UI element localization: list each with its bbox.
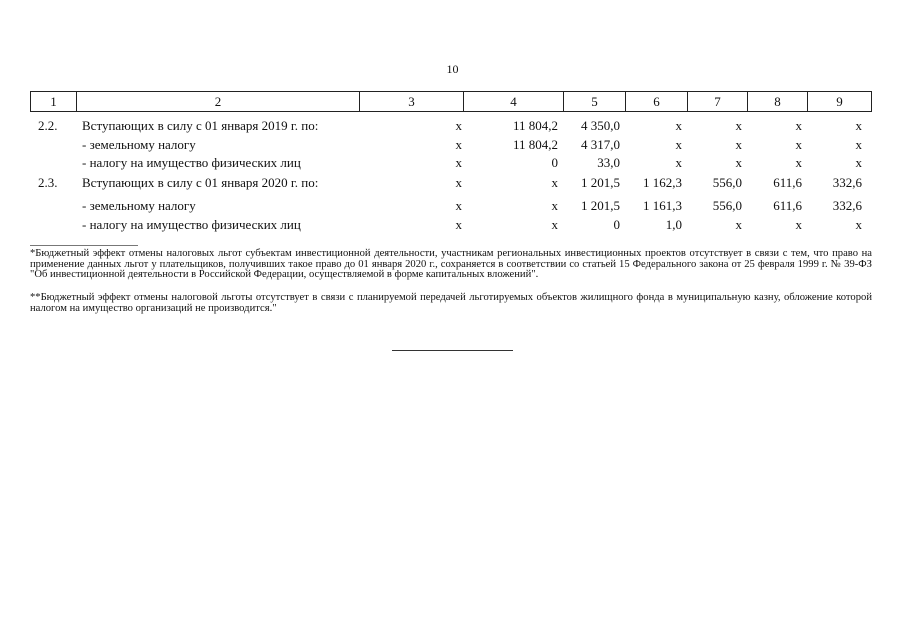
cell-col-5: 4 317,0 <box>581 137 620 152</box>
cell-col-6: 1 161,3 <box>643 198 682 213</box>
row-label: - налогу на имущество физических лиц <box>82 217 301 232</box>
row-number: 2.3. <box>38 175 58 190</box>
cell-col-9: x <box>855 155 862 170</box>
cell-col-8: x <box>795 118 802 133</box>
row-label: - земельному налогу <box>82 198 196 213</box>
cell-col-8: 611,6 <box>773 175 802 190</box>
cell-col-9: 332,6 <box>832 175 862 190</box>
cell-col-9: x <box>855 118 862 133</box>
cell-col-4: 0 <box>551 155 558 170</box>
cell-col-3: x <box>455 217 462 232</box>
cell-col-7: x <box>735 217 742 232</box>
end-rule <box>392 350 513 351</box>
cell-col-9: 332,6 <box>832 198 862 213</box>
cell-col-4: x <box>551 217 558 232</box>
header-col-9: 9 <box>836 93 843 109</box>
cell-col-6: 1 162,3 <box>643 175 682 190</box>
cell-col-6: x <box>675 155 682 170</box>
cell-col-8: 611,6 <box>773 198 802 213</box>
footnote-2: **Бюджетный эффект отмены налоговой льготы отсутствует в связи с планируемой передачей льготируемых объектов жилищного фонда в муниципальную казну, обложение которой налогом на имущество организаций не производится." <box>30 292 872 314</box>
cell-col-4: x <box>551 175 558 190</box>
table-row <box>30 153 872 172</box>
header-col-1: 1 <box>31 92 77 111</box>
header-col-6: 6 <box>626 92 688 111</box>
cell-col-4: x <box>551 198 558 213</box>
cell-col-4: 11 804,2 <box>512 137 558 152</box>
cell-col-5: 33,0 <box>597 155 620 170</box>
table-header-row <box>30 91 872 112</box>
cell-col-3: x <box>455 175 462 190</box>
cell-col-7: 556,0 <box>712 198 742 213</box>
cell-col-5: 1 201,5 <box>581 198 620 213</box>
cell-col-9: x <box>855 217 862 232</box>
row-label: - земельному налогу <box>82 137 196 152</box>
page-number: 10 <box>446 62 459 76</box>
cell-col-3: x <box>455 198 462 213</box>
cell-col-3: x <box>455 155 462 170</box>
cell-col-8: x <box>795 217 802 232</box>
cell-col-7: x <box>735 155 742 170</box>
cell-col-4: 11 804,2 <box>512 118 558 133</box>
cell-col-6: x <box>675 137 682 152</box>
cell-col-7: x <box>735 137 742 152</box>
header-col-7: 7 <box>688 92 748 111</box>
row-label: Вступающих в силу с 01 января 2020 г. по: <box>82 175 319 190</box>
header-col-2: 2 <box>77 92 360 111</box>
cell-col-5: 4 350,0 <box>581 118 620 133</box>
table-row <box>30 215 872 234</box>
cell-col-7: x <box>735 118 742 133</box>
table-row <box>30 116 872 135</box>
cell-col-8: x <box>795 155 802 170</box>
row-label: Вступающих в силу с 01 января 2019 г. по: <box>82 118 319 133</box>
header-col-3: 3 <box>360 92 464 111</box>
cell-col-6: 1,0 <box>665 217 682 232</box>
header-col-5: 5 <box>564 92 626 111</box>
cell-col-8: x <box>795 137 802 152</box>
row-number: 2.2. <box>38 118 58 133</box>
cell-col-9: x <box>855 137 862 152</box>
footnote-1: *Бюджетный эффект отмены налоговых льгот субъектам инвестиционной деятельности, участникам региональных инвестиционных проектов отсутствует в связи с тем, что право на применение данных льгот у плательщиков, получивших такое право до 01 января 2020 г., сохраняется в соответствии со статьей 15 Федерального закона от 25 февраля 1999 г. № 39-ФЗ "Об инвестиционной деятельности в Российской Федерации, осуществляемой в форме капитальных вложений". <box>30 248 872 280</box>
cell-col-5: 1 201,5 <box>581 175 620 190</box>
cell-col-7: 556,0 <box>712 175 742 190</box>
row-label: - налогу на имущество физических лиц <box>82 155 301 170</box>
table-row <box>30 173 872 192</box>
footnote-separator <box>30 245 138 246</box>
cell-col-5: 0 <box>613 217 620 232</box>
table-row <box>30 196 872 215</box>
cell-col-3: x <box>455 137 462 152</box>
table-row <box>30 135 872 154</box>
cell-col-6: x <box>675 118 682 133</box>
header-col-8: 8 <box>748 92 808 111</box>
cell-col-3: x <box>455 118 462 133</box>
header-col-4: 4 <box>464 92 564 111</box>
